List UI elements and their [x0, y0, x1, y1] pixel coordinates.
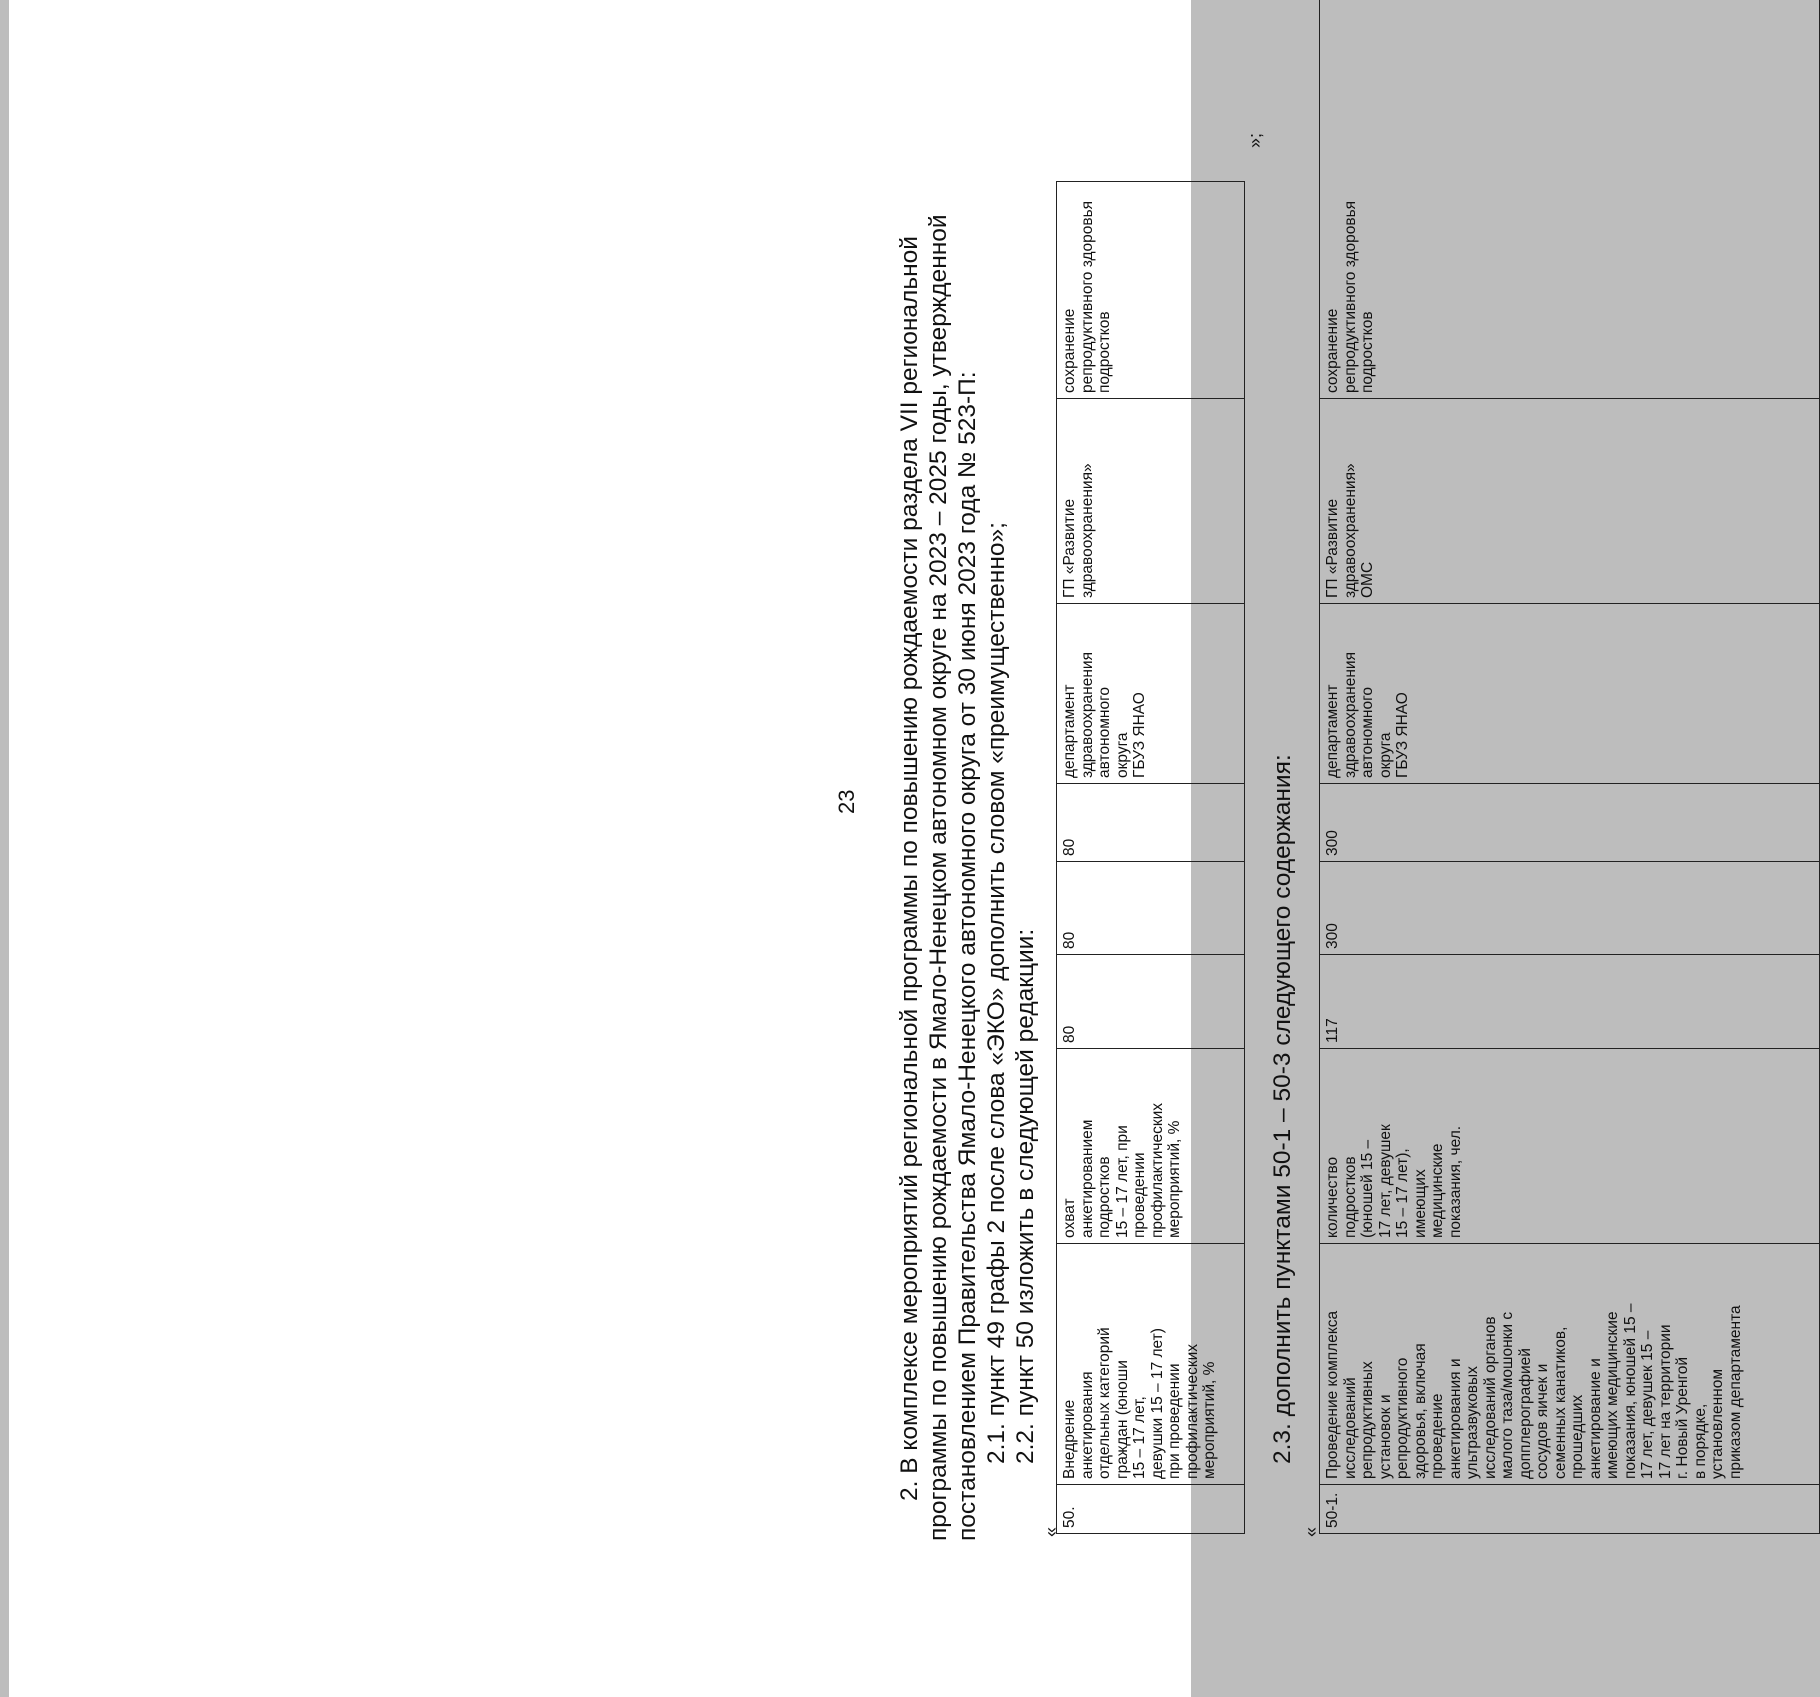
- cell-value-1: 117: [1320, 955, 1820, 1049]
- cell-value-2: 300: [1320, 862, 1820, 955]
- rotated-content: [9, 0, 1744, 1697]
- cell-event: Проведение комплекса исследований репродуктивных установок и репродуктивного здоровья, включая проведение анкетирования и ультразвуковых исследований органов малого таза/мошонки с допплерографией сосудов яичек и семенных канатиков, прошедших анкетирование и имеющих медицинские показания, юношей 15 – 17 лет, девушек 15 – 17 лет на территории г. Новый Уренгой в порядке, установленном приказом департамента: [1320, 1244, 1820, 1485]
- text-line-2: программы по повышению рождаемости в Ямало-Ненецком автономном округе на 2023 – 2025 годы, утвержденной: [925, 214, 952, 1541]
- cell-indicator: охват анкетированием подростков 15 – 17 лет, при проведении профилактических мероприятий, %: [1057, 1049, 1245, 1244]
- cell-num: 50.: [1057, 1485, 1245, 1534]
- cell-value-2: 80: [1057, 862, 1245, 955]
- cell-event: Внедрение анкетирования отдельных категорий граждан (юноши 15 – 17 лет, девушки 15 – 17 лет) при проведении профилактических мероприятий, %: [1057, 1244, 1245, 1485]
- open-quote-1: «: [1041, 1526, 1061, 1537]
- table-item-50-1: [1319, 0, 1820, 1534]
- cell-executor: департамент здравоохранения автономного округа ГБУЗ ЯНАО: [1057, 604, 1245, 784]
- close-mark-1: »;: [1245, 132, 1265, 148]
- cell-value-1: 80: [1057, 955, 1245, 1049]
- cell-program: ГП «Развитие здравоохранения» ОМС: [1320, 399, 1820, 604]
- table-row: [1320, 0, 1820, 1534]
- text-line-5: 2.2. пункт 50 изложить в следующей редакции:: [1012, 928, 1039, 1464]
- cell-program: ГП «Развитие здравоохранения»: [1057, 399, 1245, 604]
- text-line-3: постановлением Правительства Ямало-Ненецкого автономного округа от 30 июня 2023 года № 523-П:: [954, 371, 981, 1541]
- text-line-23: 2.3. дополнить пунктами 50-1 – 50-3 следующего содержания:: [1269, 754, 1296, 1464]
- text-line-1: 2. В комплексе мероприятий региональной программы по повышению рождаемости раздела VII региональной: [896, 236, 923, 1501]
- cell-value-3: 300: [1320, 784, 1820, 862]
- text-line-4: 2.1. пункт 49 графы 2 после слова «ЭКО» дополнить словом «преимущественно»;: [983, 522, 1010, 1464]
- cell-result: сохранение репродуктивного здоровья подростков: [1320, 0, 1820, 399]
- cell-result: сохранение репродуктивного здоровья подростков: [1057, 182, 1245, 399]
- cell-executor: департамент здравоохранения автономного округа ГБУЗ ЯНАО: [1320, 604, 1820, 784]
- table-item-50: [1056, 181, 1245, 1534]
- cell-indicator: количество подростков (юношей 15 – 17 лет, девушек 15 – 17 лет), имеющих медицинские показания, чел.: [1320, 1049, 1820, 1244]
- cell-value-3: 80: [1057, 784, 1245, 862]
- cell-num: 50-1.: [1320, 1485, 1820, 1534]
- open-quote-2: «: [1301, 1526, 1321, 1537]
- page-number: 23: [834, 789, 859, 814]
- table-row: [1057, 182, 1245, 1534]
- document-page: [9, 0, 1744, 1697]
